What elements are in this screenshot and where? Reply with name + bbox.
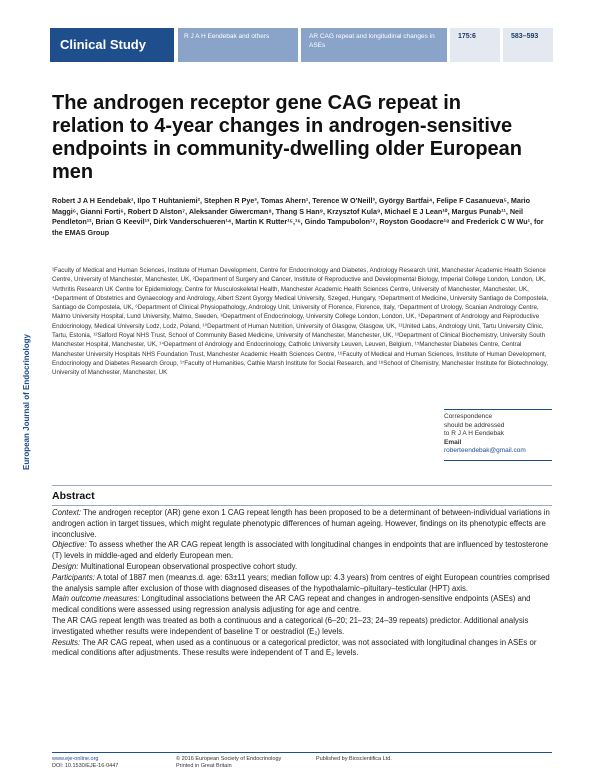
abstract-divider (52, 505, 552, 506)
running-authors: R J A H Eendebak and others (178, 28, 298, 62)
correspondence-line: Correspondence (444, 413, 493, 420)
abstract-divider (52, 485, 552, 486)
author-list: Robert J A H Eendebak¹, Ilpo T Huhtaniemi², Stephen R Pye³, Tomas Ahern¹, Terence W O'Neill³, György Bartfai⁴, Felipe F Casanueva⁵, Mario Maggi⁶, Gianni Forti⁶, Robert D Alston⁷, Aleksander Giwercman⁸, Thang S Han⁹, Krzysztof Kula⁹, Michael E J Lean¹⁰, Margus Punab¹¹, Neil Pendleton¹², Brian G Keevil¹³, Dirk Vanderschueren¹⁴, Martin K Rutter¹⁵,¹⁶, Gindo Tampubolon¹⁷, Royston Goodacre¹⁸ and Frederick C W Wu¹, for the EMAS Group (52, 196, 544, 237)
email-label: Email (444, 438, 462, 446)
abstract-paragraph: Participants: A total of 1887 men (mean±s.d. age: 63±11 years; median follow up: 4.3 years) from centres of eight European countries comprised the analysis sample after exclusion of those with diagnosed diseases of the hypothalamic–pituitary–testicular (HPT) axis. (52, 572, 550, 593)
abstract-paragraph: Objective: To assess whether the AR CAG repeat length is associated with longitudinal changes in endpoints that are influenced by testosterone (T) levels in middle-aged and elderly European men. (52, 540, 549, 561)
page-range: 583–593 (503, 28, 553, 62)
doi: DOI: 10.1530/EJE-16-0447 (52, 763, 119, 769)
printed-in: Printed in Great Britain (176, 763, 232, 769)
affiliations: ¹Faculty of Medical and Human Sciences, Institute of Human Development, Centre for Endocrinology and Diabetes, Andrology Research Unit, Manchester Academic Health Science Centre, University of Manchester, Manchester, UK, ²Department of Surgery and Cancer, Institute of Reproductive and Developmental Biology, Imperial College London, London, UK, ³Arthritis Research UK Centre for Epidemiology, Centre for Musculoskeletal Health, Manchester Academic Health Sciences Centre, University of Manchester, Manchester, UK, ⁴Department of Obstetrics and Gynaecology and Andrology, Albert Szent Gyorgy Medical University, Szeged, Hungary, ⁵Department of Medicine, University Santiago de Compostela, Santiago de Compostela, UK, ⁶Department of Clinical Physiopathology, Andrology Unit, University of Florence, Florence, Italy, ⁷Department of Urology, Scanian Andrology Centre, Malmo University Hospital, Lund University, Malmo, Sweden, ⁸Department of Endocrinology, University College London, London, UK, ⁹Department of Andrology and Reproductive Endocrinology, Medical University Lodz, Lodz, Poland, ¹⁰Department of Human Nutrition, University of Glasgow, Glasgow, UK, ¹¹United Labs, Andrology Unit, Tartu University Clinic, Tartu, Estonia, ¹²Salford Royal NHS Trust, School of Community Based Medicine, University of Manchester, Manchester, UK, ¹³Department of Clinical Biochemistry, University South Manchester Hospital, Manchester, UK, ¹⁴Department of Andrology and Endocrinology, Catholic University Leuven, Leuven, Belgium, ¹⁵Manchester Diabetes Centre, Central Manchester University Hospitals NHS Foundation Trust, Manchester Academic Health Sciences Centre, ¹⁶Faculty of Medical and Human Sciences, Institute of Human Development, Endocrinology and Diabetes Research Group, ¹⁷Faculty of Humanities, Cathie Marsh Institute for Social Research, and ¹⁸School of Chemistry, Manchester Institute for Biotechnology, University of Manchester, Manchester, UK (52, 267, 549, 377)
footer-divider (52, 752, 552, 753)
abstract-heading: Abstract (52, 490, 95, 502)
article-title: The androgen receptor gene CAG repeat in relation to 4-year changes in androgen-sensitive endpoints in community-dwelling older European men (52, 92, 523, 183)
email-link[interactable]: roberteendebak@gmail.com (444, 447, 526, 455)
journal-sidebar (22, 333, 31, 478)
journal-name: European Journal of Endocrinology (22, 333, 31, 470)
journal-url-link[interactable]: www.eje-online.org (52, 756, 99, 762)
abstract-paragraph: Design: Multinational European observational prospective cohort study. (52, 561, 298, 571)
volume-issue: 175:6 (450, 28, 500, 62)
copyright: © 2016 European Society of Endocrinology (176, 756, 282, 762)
correspondence-box (444, 409, 552, 461)
abstract-body (52, 508, 552, 659)
correspondence-line: should be addressed (444, 421, 505, 429)
abstract-paragraph: Results: The AR CAG repeat, when used as a continuous or a categorical predictor, was not associated with longitudinal changes in ASEs or medical conditions after adjustments. These results were independent of T and E₂ levels. (52, 637, 537, 658)
section-badge: Clinical Study (50, 28, 174, 62)
footer-right (316, 756, 392, 763)
abstract-paragraph: Main outcome measures: Longitudinal associations between the AR CAG repeat and changes in androgen-sensitive endpoints (ASEs) and medical conditions were assessed using regression analysis adjusting for age and centre. (52, 594, 531, 615)
running-title: AR CAG repeat and longitudinal changes in ASEs (301, 28, 447, 62)
footer-middle (176, 756, 281, 770)
abstract-paragraph: The AR CAG repeat length was treated as both a continuous and a categorical (6–20; 21–23; 24–39 repeats) predictor. Additional analysis investigated whether results were independent of baseline T or oestradiol (E₂) levels. (52, 615, 529, 636)
footer-left (52, 756, 118, 770)
publisher: Published by Bioscientifica Ltd. (316, 756, 392, 762)
correspondence-line: to R J A H Eendebak (444, 430, 504, 438)
abstract-paragraph: Context: The androgen receptor (AR) gene exon 1 CAG repeat length has been proposed to be a determinant of between-individual variations in androgen action in target tissues, which might regulate phenotypic differences of human ageing. However, findings on its phenotypic effects are inconclusive. (52, 508, 550, 539)
